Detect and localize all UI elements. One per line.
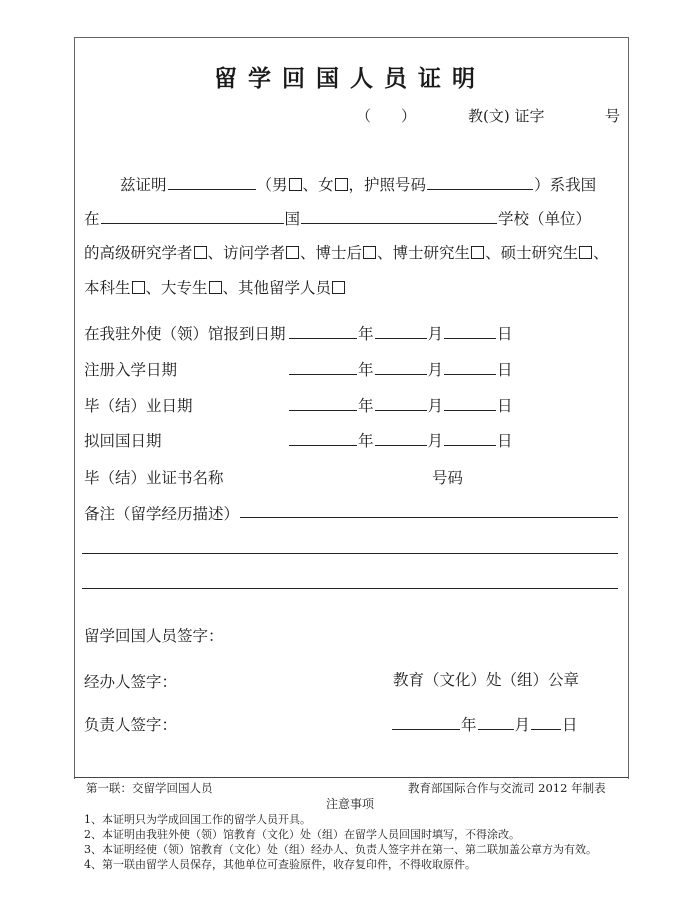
other-label: 、其他留学人员: [222, 279, 332, 297]
month-label: 月: [427, 361, 444, 379]
report-year-blank[interactable]: [289, 337, 357, 339]
note-item: 4、第一联由留学人员保存，其他单位可查验原件，收存复印件，不得收取原件。: [84, 858, 476, 871]
return-day-blank[interactable]: [444, 444, 496, 446]
day-label: 日: [562, 716, 578, 734]
note-item: 3、本证明经使（领）馆教育（文化）处（组）经办人、负责人签字并在第一、第二联加盖公章方为有效。: [84, 843, 597, 856]
date-row-graduate-fields: [288, 394, 513, 416]
diploma-label: 毕（结）业证书名称: [84, 469, 224, 487]
female-checkbox[interactable]: [335, 178, 348, 191]
school-blank[interactable]: [301, 222, 497, 224]
handler-signature-label: 经办人签字：: [84, 673, 178, 691]
date-row-report-label: 在我驻外使（领）馆报到日期: [84, 325, 286, 343]
month-label: 月: [427, 325, 444, 343]
day-label: 日: [497, 397, 513, 415]
guo-label: 国: [284, 210, 301, 228]
senior-scholar-label: 的高级研究学者: [84, 244, 193, 262]
day-label: 日: [497, 432, 513, 450]
remarks-line-1[interactable]: [240, 517, 618, 518]
sign-month-blank[interactable]: [478, 728, 514, 730]
certify-suffix: ）系我国: [534, 176, 597, 194]
report-day-blank[interactable]: [444, 337, 496, 339]
signature-date-fields: [391, 713, 578, 735]
master-checkbox[interactable]: [579, 246, 592, 259]
form-title: 留学回国人员证明: [214, 65, 486, 92]
date-row-register-label: 注册入学日期: [84, 361, 178, 379]
paren-male: （男: [256, 176, 288, 194]
country-line: [84, 207, 591, 229]
year-label: 年: [461, 716, 477, 734]
sign-day-blank[interactable]: [531, 728, 561, 730]
date-row-graduate-label: 毕（结）业日期: [84, 397, 193, 415]
college-label: 、大专生: [145, 279, 208, 297]
return-year-blank[interactable]: [289, 444, 357, 446]
year-label: 年: [358, 361, 374, 379]
visiting-scholar-checkbox[interactable]: [286, 246, 299, 259]
returnee-signature-label: 留学回国人员签字：: [84, 627, 224, 645]
footer-copy-label: 第一联：交留学回国人员: [86, 781, 213, 795]
master-label: 、硕士研究生: [485, 244, 579, 262]
cert-issuer: 教(文) 证字: [468, 107, 545, 125]
year-label: 年: [358, 432, 374, 450]
graduate-year-blank[interactable]: [289, 409, 357, 411]
notes-title: 注意事项: [325, 797, 374, 811]
responsible-signature-label: 负责人签字：: [84, 716, 178, 734]
official-seal-label: 教育（文化）处（组）公章: [393, 671, 580, 689]
return-month-blank[interactable]: [375, 444, 427, 446]
phd-checkbox[interactable]: [471, 246, 484, 259]
certify-prefix: 兹证明: [120, 176, 167, 194]
footer-maker-label: 教育部国际合作与交流司 2012 年制表: [408, 781, 606, 795]
month-label: 月: [514, 716, 531, 734]
bachelor-checkbox[interactable]: [132, 281, 145, 294]
phd-label: 、博士研究生: [377, 244, 471, 262]
certify-line: [120, 173, 596, 195]
cert-year-paren: （ ）: [356, 107, 417, 125]
category-line-2: [84, 276, 346, 298]
college-checkbox[interactable]: [209, 281, 222, 294]
bachelor-label: 本科生: [84, 279, 131, 297]
date-row-report-fields: [288, 322, 513, 344]
note-item: 1、本证明只为学成回国工作的留学人员开具。: [84, 813, 311, 826]
diploma-number-label: 号码: [432, 469, 464, 487]
line3-end: 、: [593, 244, 609, 262]
postdoc-checkbox[interactable]: [363, 246, 376, 259]
female-label: 、女: [302, 176, 334, 194]
report-month-blank[interactable]: [375, 337, 427, 339]
graduate-day-blank[interactable]: [444, 409, 496, 411]
year-label: 年: [358, 397, 374, 415]
school-label: 学校（单位）: [498, 210, 592, 228]
date-row-register-fields: [288, 358, 513, 380]
passport-blank[interactable]: [427, 188, 533, 190]
remarks-line-3[interactable]: [82, 588, 618, 589]
zai-label: 在: [84, 210, 100, 228]
day-label: 日: [497, 361, 513, 379]
male-checkbox[interactable]: [289, 178, 302, 191]
graduate-month-blank[interactable]: [375, 409, 427, 411]
day-label: 日: [497, 325, 513, 343]
country-blank[interactable]: [101, 222, 284, 224]
footer-divider: [74, 777, 628, 778]
remarks-line-2[interactable]: [82, 553, 618, 554]
note-item: 2、本证明由我驻外使（领）馆教育（文化）处（组）在留学人员回国时填写，不得涂改。: [84, 828, 520, 841]
month-label: 月: [427, 397, 444, 415]
other-checkbox[interactable]: [332, 281, 345, 294]
register-month-blank[interactable]: [375, 373, 427, 375]
category-line-1: [84, 241, 609, 263]
name-blank[interactable]: [168, 188, 256, 190]
passport-label: ，护照号码: [348, 176, 427, 194]
postdoc-label: 、博士后: [300, 244, 363, 262]
month-label: 月: [427, 432, 444, 450]
remarks-label: 备注（留学经历描述）: [84, 505, 240, 523]
senior-scholar-checkbox[interactable]: [194, 246, 207, 259]
register-day-blank[interactable]: [444, 373, 496, 375]
visiting-scholar-label: 、访问学者: [207, 244, 286, 262]
cert-hao: 号: [605, 107, 621, 125]
sign-year-blank[interactable]: [392, 728, 460, 730]
register-year-blank[interactable]: [289, 373, 357, 375]
date-row-return-fields: [288, 429, 513, 451]
year-label: 年: [358, 325, 374, 343]
date-row-return-label: 拟回国日期: [84, 432, 162, 450]
